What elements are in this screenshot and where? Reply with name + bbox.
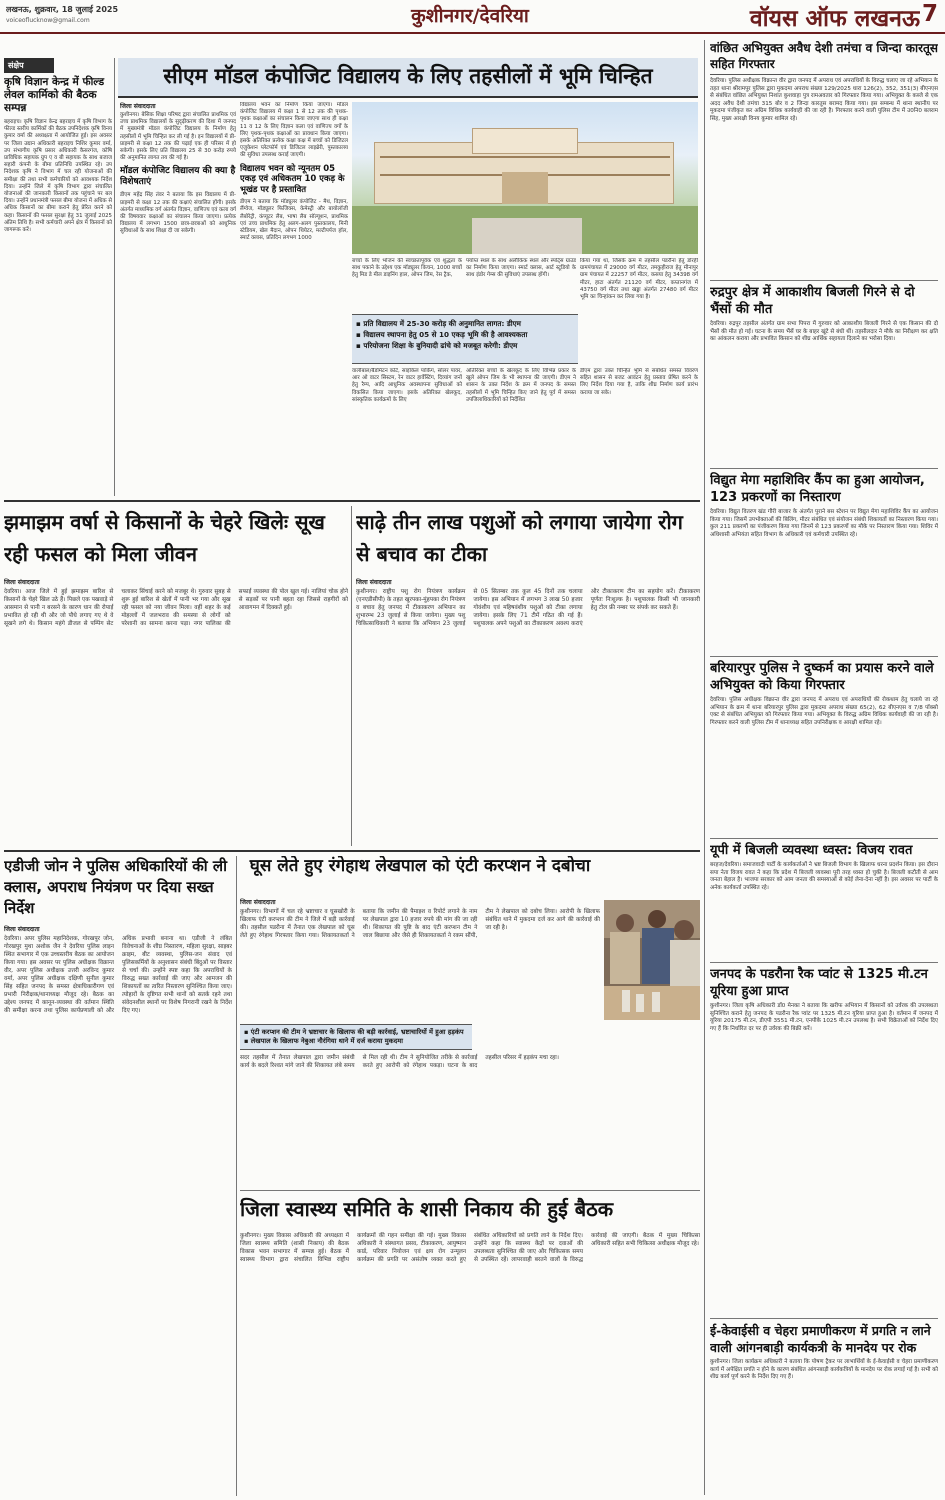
lead-col-d2 <box>466 368 576 496</box>
lead-byline: जिला संवाददाता <box>120 103 156 110</box>
adg-byline: जिला संवाददाता <box>4 926 40 933</box>
lead-col2: विद्यालय भवन का निर्माण किया जाएगा। मॉडल कंपोजिट विद्यालय में कक्षा 1 से 12 तक की पृथक-पृथक कक्षाओं का संचालन किया जाएगा साथ ही कक्षा 11 व 12 के लिए विज्ञान कला एवं वाणिज्य वर्गों के लिए पृथक-पृथक कक्षाओं का प्रावधान किया जाएगा। इसके अतिरिक्त प्रत्येक कक्षा कक्ष में बच्चों को डिजिटल एजुकेशन प्लेटफॉर्म एवं डिजिटल लाइब्रेरी, पुस्तकालय की सुविधा उपलब्ध कराई जाएगी। <box>240 102 348 159</box>
lead-headline: सीएम मॉडल कंपोजिट विद्यालय के लिए तहसीलों में भूमि चिन्हित <box>118 58 698 98</box>
vaccine-headline: साढ़े तीन लाख पशुओं को लगाया जायेगा रोग से बचाव का टीका <box>356 510 683 566</box>
lead-bullets-box <box>352 314 578 364</box>
briefs-body: बहराइच। कृषि विज्ञान केन्द्र बहराइच में कृषि विभाग के फील्ड स्तरीय कार्मिकों की बैठक उपनिदेशक कृषि विनय कुमार वर्मा की अध्यक्षता में आयोजित हुई। इस अवसर पर जिला उद्यान अधिकारी बहराइच निशिर कुमार वर्मा, उप संभागीय कृषि प्रसार अधिकारी कैसरगंज, कोषि प्राविधिक सहायक ग्रुप ए व बी सहायक के साथ बजाज सहारी कंपनी के बीमा प्रतिनिधि उपस्थित रहे। उप निदेशक कृषि ने विभाग में चल रही योजनाओं की समीक्षा की तथा सभी कर्मचारियों को आवश्यक निर्देश दिया। उन्होंने जिले में कृषि विभाग द्वारा संचालित योजनाओं की जानकारी किसानों तक पहुंचाने पर बल दिया। उन्होंने प्रधानमंत्री फसल बीमा योजना में अधिक से अधिक किसानों का बीमा कराने हेतु प्रेरित करने को कहा। किसानों की फसल सुरक्षा हेतु 31 जुलाई 2025 अंतिम तिथि है। सभी कर्मचारी अपने क्षेत्र में किसानों को जागरूक करें। <box>4 119 112 234</box>
masthead-email: voiceoflucknow@gmail.com <box>6 17 90 24</box>
bariyarpur-headline: बरियारपुर पुलिस ने दुष्कर्म का प्रयास करने वाले अभियुक्त को किया गिरफ्तार <box>710 661 934 693</box>
up-power-body: बरहज/देवरिया। समाजवादी पार्टी के कार्यकर्ताओं ने भ्रष्ट बिजली विभाग के खिलाफ धरना प्रदर्शन किया। इस दौरान सपा नेता विजय रावत ने कहा कि प्रदेश में बिजली व्यवस्था पूरी तरह ध्वस्त हो चुकी है। बिजली कटौती से आम जनता बेहाल है। भाजपा सरकार को आम जनता की समस्याओं से कोई लेना-देना नहीं है। इस अवसर पर पार्टी के अनेक कार्यकर्ता उपस्थित रहे। <box>710 862 938 891</box>
up-power-headline: यूपी में बिजली व्यवस्था ध्वस्त: विजय रावत <box>710 843 913 858</box>
bribe-body-2: सदर तहसील में तैनात लेखपाल द्वारा जमीन संबंधी कार्य के बदले रिश्वत मांगे जाने की शिकायत लंबे समय से मिल रही थी। टीम ने सुनियोजित तरीके से कार्रवाई करते हुए आरोपी को रंगेहाथ पकड़ा। घटना के बाद तहसील परिसर में हड़कंप मचा रहा। <box>240 1055 559 1069</box>
bribe-headline: घूस लेते हुए रंगेहाथ लेखपाल को एंटी करप्शन ने दबोचा <box>249 856 591 876</box>
school-building-photo <box>352 102 698 254</box>
power-camp-story <box>710 472 938 654</box>
briefs-column <box>4 58 112 496</box>
lead-col4b: अतिरिक्त बच्चों के खेलकूद के लिए विभिन्न प्रकार के खुले ओपन जिम के भी स्थापना की जाएगी। डीएम ने शासन के उक्त निर्देश के क्रम में जनपद के समस्त तहसीलों में भूमि चिन्हित किए जाने हेतु पूर्व में समस्त उपजिलाधिकारियों को निर्देशित <box>466 368 576 403</box>
urea-story <box>710 966 938 1316</box>
lead-col1b: डीएम महेंद्र सिंह तंवर ने बताया कि इस विद्यालय में प्री-प्राइमरी से कक्षा 12 तक की कक्षाएं संचालित होंगी। इसके अंतर्गत माध्यमिक वर्ग अंतर्गत विज्ञान, वाणिज्य एवं कला वर्ग की विषयवार कक्षाओं का संचालन किया जाएगा। प्रत्येक विद्यालय में लगभग 1500 छात्र-छात्राओं को आधुनिक सुविधाओं के साथ शिक्षा दी जा सकेगी। <box>120 192 236 235</box>
page-number: 7 <box>922 1 939 27</box>
adg-story <box>4 856 232 1496</box>
lead-col5b: डीएम द्वारा उक्त चिन्हित भूमि से संबंधित समस्त विवरण सहित शासन से बजट आवंटन हेतु प्रस्ताव प्रेषित करने के लिए निर्देश दिया गया है, ताकि शीघ्र निर्माण कार्य प्रारंभ कराया जा सके। <box>580 368 698 396</box>
urea-headline: जनपद के पडरौना रैक प्वांट से 1325 मी.टन यूरिया हुआ प्राप्त <box>710 967 928 999</box>
lead-col-e2 <box>580 368 698 496</box>
lead-bullet: ▪ प्रति विद्यालय में 25-30 करोड़ की अनुमानित लागत: डीएम <box>356 319 521 328</box>
bribe-bullet: ▪ लेखपाल के खिलाफ नेबुआ नौरंगिया थाने में दर्ज कराया मुकदमा <box>244 1037 403 1045</box>
bariyarpur-story <box>710 660 938 836</box>
bribe-byline: जिला संवाददाता <box>240 899 276 906</box>
masthead-date: लखनऊ, शुक्रवार, 18 जुलाई 2025 <box>6 5 119 14</box>
lead-bullet: ▪ परियोजना शिक्षा के बुनियादी ढांचे को मजबूत करेगी: डीएम <box>356 341 518 350</box>
bariyarpur-body: देवरिया। पुलिस अधीक्षक विक्रान्त वीर द्वारा जनपद में अपराध एवं अपराधियों की रोकथाम हेतु चलाये जा रहे अभियान के क्रम में थाना बरियारपुर पुलिस द्वारा मुकदमा अपराध संख्या 65(2), 62 बीएनएस व 7/8 पॉक्सो एक्ट से संबंधित अभियुक्त को गिरफ्तार किया गया। अभियुक्त के विरुद्ध अग्रिम विधिक कार्यवाही की जा रही है। गिरफ्तार करने वाली पुलिस टीम में थानाध्यक्ष सहित उपनिरीक्षक व आरक्षी शामिल रहे। <box>710 697 938 726</box>
arrest-photo <box>604 900 700 1020</box>
rain-body: देवरिया। आज जिले में हुई झमाझम बारिश से किसानों के चेहरे खिल उठे हैं। पिछले एक पखवाड़े से आसमान से पानी न बरसने के कारण धान की रोपाई प्रभावित हो रही थी और जो पौधे लगाए गए थे वे सूखने लगे थे। किसान महंगे डीजल से पम्पिंग सेट चलाकर सिंचाई करने को मजबूर थे। गुरुवार सुबह से शुरू हुई बारिश से खेतों में पानी भर गया और सूख रही फसल को नया जीवन मिला। वहीं शहर के कई मोहल्लों में जलभराव की समस्या से लोगों को परेशानी का सामना करना पड़ा। नगर पालिका की सफाई व्यवस्था की पोल खुल गई। नालियां चोक होने से सड़कों पर पानी बहता रहा जिससे राहगीरों को आवागमन में दिक्कतें हुईं। <box>4 589 348 627</box>
bribe-text-block <box>240 898 600 1188</box>
lightning-body: देवरिया। रुद्रपुर तहसील अंतर्गत ग्राम सभा पिपरा में गुरुवार को आकाशीय बिजली गिरने से एक किसान की दो भैंसों की मौत हो गई। घटना के समय भैंसें घर के बाहर खूंटे से बंधी थीं। तहसीलदार ने मौके का निरीक्षण कर क्षति का आंकलन कराया और प्रभावित किसान को शीघ्र आर्थिक सहायता दिलाने का भरोसा दिया। <box>710 321 938 343</box>
lead-subhead-1: मॉडल कंपोजिट विद्यालय की क्या है विशेषताएं <box>120 166 236 188</box>
vaccine-body: कुशीनगर। राष्ट्रीय पशु रोग नियंत्रण कार्यक्रम (एनएडीसीपी) के तहत खुरपका-मुंहपका रोग नियंत्रण व बचाव हेतु जनपद में टीकाकरण अभियान का शुभारम्भ 23 जुलाई से किया जायेगा। मुख्य पशु चिकित्साधिकारी ने बताया कि अभियान 23 जुलाई से 05 सितम्बर तक कुल 45 दिनों तक चलाया जायेगा। इस अभियान में लगभग 3 लाख 50 हजार गोवंशीय एवं महिषवंशीय पशुओं को टीका लगाया जायेगा। इसके लिए 71 टीमें गठित की गई हैं। पशुपालक अपने पशुओं का टीकाकरण अवश्य कराएं और टीकाकरण टीम का सहयोग करें। टीकाकरण पूर्णतः निःशुल्क है। पशुपालक किसी भी जानकारी हेतु टोल फ्री नम्बर पर संपर्क कर सकते हैं। <box>356 589 700 627</box>
rain-story <box>4 506 348 846</box>
adg-headline: एडीजी जोन ने पुलिस अधिकारियों की ली क्लास, अपराध नियंत्रण पर दिया सख्त निर्देश <box>4 857 227 917</box>
ekyc-headline: ई-केवाईसी व चेहरा प्रमाणीकरण में प्रगति न लाने वाली आंगनबाड़ी कार्यकत्री के मानदेय पर रोक <box>710 1323 931 1355</box>
lead-col4: पर्याप्त स्थल के साथ अलौकिक स्थल और स्पोर्ट्स ग्राउंड का निर्माण किया जाएगा। स्मार्ट क्लास, आर्ट स्टूडियो के साथ इंडोर गेम्स की सुविधाएं उपलब्ध होंगी। <box>466 258 576 279</box>
lead-bullet: ▪ विद्यालय स्थापना हेतु 05 से 10 एकड़ भूमि की है आवश्यकता <box>356 330 528 339</box>
brand-logo: वॉयस ऑफ लखनऊ <box>749 5 920 32</box>
section-title: कुशीनगर/देवरिया <box>411 5 529 27</box>
arms-arrest-story <box>710 40 938 276</box>
lightning-story <box>710 284 938 466</box>
bribe-photo-side <box>604 1024 700 1188</box>
arms-arrest-headline: वांछित अभियुक्त अवैध देशी तमंचा व जिन्दा कारतूस सहित गिरफ्तार <box>710 40 938 75</box>
vaccine-byline: जिला संवाददाता <box>356 579 392 586</box>
health-body: कुशीनगर। मुख्य विकास अधिकारी की अध्यक्षता में जिला स्वास्थ्य समिति (शासी निकाय) की बैठक विकास भवन सभागार में सम्पन्न हुई। बैठक में स्वास्थ्य विभाग द्वारा संचालित विभिन्न राष्ट्रीय कार्यक्रमों की गहन समीक्षा की गई। मुख्य विकास अधिकारी ने संस्थागत प्रसव, टीकाकरण, आयुष्मान कार्ड, परिवार नियोजन एवं क्षय रोग उन्मूलन कार्यक्रम की प्रगति पर असंतोष व्यक्त करते हुए संबंधित अधिकारियों को प्रगति लाने के निर्देश दिए। उन्होंने कहा कि स्वास्थ्य केंद्रों पर दवाओं की उपलब्धता सुनिश्चित की जाए और चिकित्सक समय से उपस्थित रहें। लापरवाही बरतने वालों के विरुद्ध कार्रवाई की जाएगी। बैठक में मुख्य चिकित्सा अधिकारी सहित सभी चिकित्सा अधीक्षक मौजूद रहे। <box>240 1233 700 1263</box>
lead-col-c2 <box>352 368 462 496</box>
rain-byline: जिला संवाददाता <box>4 579 40 586</box>
lead-col-a <box>120 102 236 496</box>
lead-col-b <box>240 102 348 496</box>
lead-col5: किया गया था, जिसके क्रम में तहसील पडरौना हेतु डोरही ग्रामपंचायत में 29000 वर्ग मीटर, तमकुहीराज हेतु मीनापुर ग्राम पंचायत में 22257 वर्ग मीटर, कसया हेतु 34398 वर्ग मीटर, हाटा अंतर्गत 21120 वर्ग मीटर, कप्तानगंज में 43750 वर्ग मीटर तथा खड्डा अंतर्गत 27480 वर्ग मीटर भूमि का चिन्हांकन कर लिया गया है। <box>580 258 698 301</box>
briefs-label: संक्षेप <box>4 58 54 73</box>
lead-col3: बच्चों के लिए भोजन की स्वच्छतापूर्वक एवं शुद्धता के साथ पकाने के उद्देश्य एक मॉड्यूलर किचन, 1000 बच्चों हेतु मिड डे मील डाइनिंग हाल, ओपन जिम, रेस ट्रैक, <box>352 258 462 279</box>
up-power-story <box>710 842 938 960</box>
rain-headline: झमाझम वर्षा से किसानों के चेहरे खिलेः सूख रही फसल को मिला जीवन <box>4 510 325 566</box>
vaccine-story <box>356 506 700 846</box>
power-camp-body: देवरिया। विद्युत वितरण खंड गौरी बाजार के अंतर्गत पुराने बस स्टेशन पर विद्युत मेगा महाशिविर कैंप का आयोजन किया गया। जिसमें उपभोक्ताओं की बिलिंग, मीटर संबंधित एवं संयोजन संबंधी शिकायतों का निस्तारण किया गया। कुल 211 प्रकरणों का पंजीकरण किया गया जिनमें से 123 प्रकरणों का मौके पर निस्तारण किया गया। शिविर में अधिशासी अभियंता सहित विभाग के अधिकारी एवं कर्मचारी उपस्थित रहे। <box>710 509 938 538</box>
arms-arrest-body: देवरिया। पुलिस अधीक्षक विक्रान्त वीर द्वारा जनपद में अपराध एवं अपराधियों के विरुद्ध चलाए जा रहे अभियान के तहत थाना श्रीरामपुर पुलिस द्वारा मुकदमा अपराध संख्या 129/2025 धारा 126(2), 352, 351(3) बीएनएस से संबंधित वांछित अभियुक्त निशांत कुशवाहा पुत्र रामअवतार को गिरफ्तार किया गया। अभियुक्त के कब्जे से एक अदद अवैध देशी तमंचा 315 बोर व 2 जिन्दा कारतूस बरामद किया गया। इस सम्बन्ध में थाना स्थानीय पर मुकदमा पंजीकृत कर अग्रिम विधिक कार्यवाही की जा रही है। गिरफ्तार करने वाली पुलिस टीम में उ0नि0 बलराम सिंह, मुख्य आरक्षी विनय कुमार शामिल रहे। <box>710 78 938 122</box>
bribe-bullets-box <box>240 1024 472 1050</box>
briefs-headline: कृषि विज्ञान केन्द्र में फील्ड लेवल कार्मिको की बैठक सम्पन्न <box>4 76 105 114</box>
lead-subhead-2: विद्यालय भवन को न्यूनतम 05 एकड़ एवं अधिकतम 10 एकड़ के भूखंड पर है प्रस्तावित <box>240 163 345 195</box>
adg-body: देवरिया। अपर पुलिस महानिदेशक, गोरखपुर जोन, गोरखपुर मुथा अशोक जैन ने देवरिया पुलिस लाइन स्थित सभागार में एक उच्चस्तरीय बैठक का आयोजन किया गया। इस अवसर पर पुलिस अधीक्षक विक्रान्त वीर, अपर पुलिस अधीक्षक उत्तरी अरविन्द कुमार वर्मा, अपर पुलिस अधीक्षक दक्षिणी सुनील कुमार सिंह सहित जनपद के समस्त क्षेत्राधिकारीगण एवं प्रभारी निरीक्षक/थानाध्यक्ष मौजूद रहे। बैठक का उद्देश्य जनपद में कानून-व्यवस्था की वर्तमान स्थिति की समीक्षा करना तथा पुलिस कार्यप्रणाली को और अधिक प्रभावी बनाना था। एडीजी ने लंबित विवेचनाओं के शीघ्र निस्तारण, महिला सुरक्षा, साइबर क्राइम, बीट व्यवस्था, पुलिस-जन संवाद एवं पुलिसकर्मियों के अनुशासन संबंधी बिंदुओं पर विस्तार से चर्चा की। उन्होंने स्पष्ट कहा कि अपराधियों के विरुद्ध सख्त कार्रवाई की जाए और आमजन की शिकायतों का त्वरित निस्तारण सुनिश्चित किया जाए। त्योहारों के दृष्टिगत सभी थानों को सतर्क रहने तथा संवेदनशील स्थानों पर विशेष निगरानी रखने के निर्देश दिए गए। <box>4 936 232 1014</box>
lead-col3b: वालीबाल/बैडमिंटन कोर्ट, साइकिल पार्किंग, सोलर पावर, आर ओ वाटर सिस्टम, रेन वाटर हार्वेस्टिंग, दिव्यांग जनों हेतु रैम्प, आदि आधुनिक अवस्थापना सुविधाओं को विकसित किया जाएगा। इसके अतिरिक्त खेलकूद, सांस्कृतिक कार्यक्रमों के लिए <box>352 368 462 403</box>
lead-col2b: डीएम ने बताया कि मॉड्यूलर कंपोजिट - मैथ, विज्ञान, लैंग्वेज, मॉड्यूलर फिजिक्स, केमेस्ट्री और बायोलॉजी लैबोरेट्री, कंप्यूटर लैब, भाषा लैब सॉल्यूशन, प्राथमिक एवं उच्च प्राथमिक हेतु अलग-अलग पुस्तकालय, मिनी स्टेडियम, खेल मैदान, ओपन थियेटर, मल्टीपर्पज हॉल, स्मार्ट क्लास, प्रतिदिन लगभग 1000 <box>240 199 348 242</box>
bribe-bullet: ▪ एंटी करप्शन की टीम ने भ्रष्टाचार के खिलाफ की बड़ी कार्रवाई, भ्रष्टाचारियों में हुआ हड़कंप <box>244 1028 464 1036</box>
power-camp-headline: विद्युत मेगा महाशिविर कैंप का हुआ आयोजन, 123 प्रकरणों का निस्तारण <box>710 473 925 505</box>
urea-body: कुशीनगर। जिला कृषि अधिकारी डॉ0 मेनका ने बताया कि खरीफ अभियान में किसानों को उर्वरक की उपलब्धता सुनिश्चित कराने हेतु जनपद के पडरौना रैक प्वांट पर 1325 मी.टन यूरिया प्राप्त हुआ है। वर्तमान में जनपद में यूरिया 20175 मी.टन, डीएपी 3551 मी.टन, एनपीके 1025 मी.टन उपलब्ध है। सभी विक्रेताओं को निर्देश दिए गए हैं कि निर्धारित दर पर ही उर्वरक की बिक्री करें। <box>710 1003 938 1032</box>
bribe-body: कुशीनगर। विभागों में चल रहे भ्रष्टाचार व घूसखोरी के खिलाफ एंटी करप्शन की टीम ने जिले में बड़ी कार्रवाई की। तहसील पडरौना में तैनात एक लेखपाल को घूस लेते हुए रंगेहाथ गिरफ्तार किया गया। शिकायतकर्ता ने बताया कि जमीन की पैमाइश व रिपोर्ट लगाने के नाम पर लेखपाल द्वारा 10 हजार रुपये की मांग की जा रही थी। शिकायत की पुष्टि के बाद एंटी करप्शन टीम ने जाल बिछाया और जैसे ही शिकायतकर्ता ने रकम सौंपी, टीम ने लेखपाल को दबोच लिया। आरोपी के खिलाफ संबंधित थाने में मुकदमा दर्ज कर आगे की कार्रवाई की जा रही है। <box>240 909 600 939</box>
ekyc-body: कुशीनगर। जिला कार्यक्रम अधिकारी ने बताया कि पोषण ट्रैकर पर लाभार्थियों के ई-केवाईसी व चेहरा प्रमाणीकरण कार्य में अपेक्षित प्रगति न होने के कारण संबंधित आंगनबाड़ी कार्यकत्रियों के मानदेय पर रोक लगाई गई है। सभी को शीघ्र कार्य पूर्ण करने के निर्देश दिए गए हैं। <box>710 1359 938 1381</box>
ekyc-story <box>710 1322 938 1496</box>
lightning-headline: रुद्रपुर क्षेत्र में आकाशीय बिजली गिरने से दो भैंसों की मौत <box>710 285 915 317</box>
health-headline: जिला स्वास्थ्य समिति के शासी निकाय की हुई बैठक <box>240 1197 614 1221</box>
lead-col1: कुशीनगर। बेसिक शिक्षा परिषद द्वारा संचालित प्राथमिक एवं उच्च प्राथमिक विद्यालयों के सुदृढ़ीकरण की दिशा में जनपद में मुख्यमंत्री मॉडल कंपोजिट विद्यालय के निर्माण हेतु तहसीलों में भूमि चिन्हित कर ली गई है। इन विद्यालयों में प्री-प्राइमरी से कक्षा 12 तक की पढ़ाई एक ही परिसर में हो सकेगी। इसके लिए प्रति विद्यालय 25 से 30 करोड़ रुपये की अनुमानित लागत तय की गई है। <box>120 112 236 162</box>
